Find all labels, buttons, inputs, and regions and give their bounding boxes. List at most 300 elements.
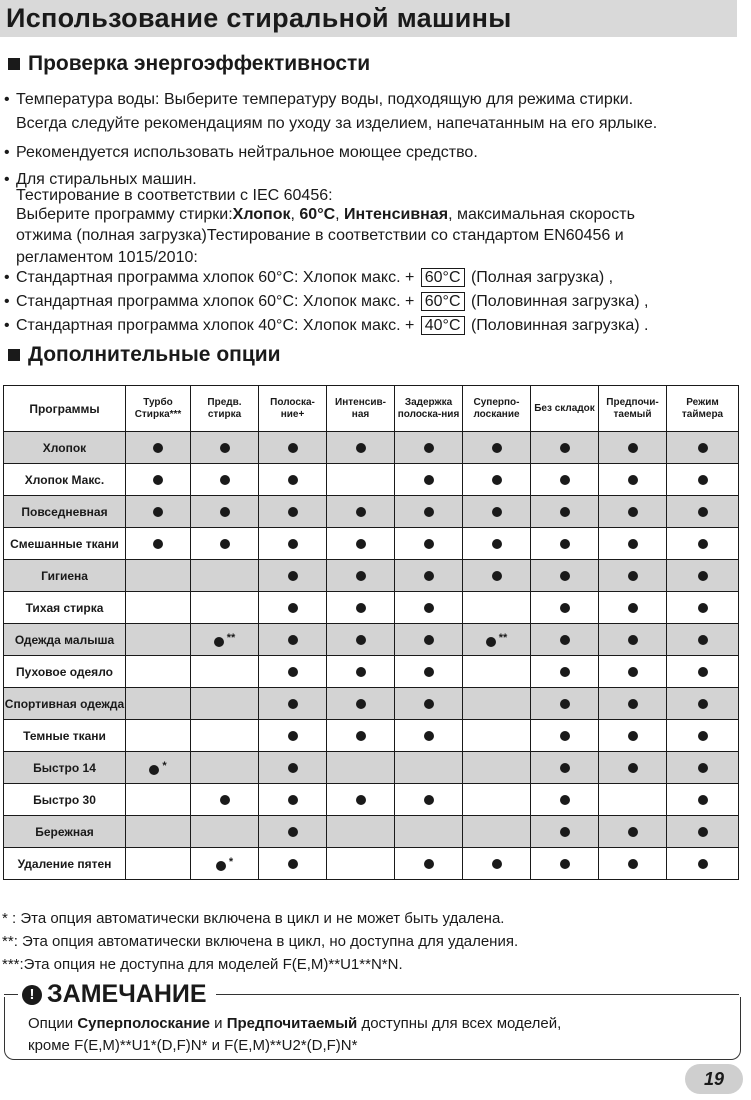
column-header: Суперпо-лоскание	[463, 386, 531, 432]
option-cell	[599, 560, 667, 592]
footnote-mark: *	[162, 759, 167, 772]
dot-icon	[628, 699, 638, 709]
option-cell	[126, 624, 191, 656]
option-cell	[599, 784, 667, 816]
dot-icon	[288, 571, 298, 581]
option-cell	[667, 688, 739, 720]
testing-line: Тестирование в соответствии с IEC 60456:	[16, 187, 333, 204]
option-cell	[259, 688, 327, 720]
option-cell	[599, 656, 667, 688]
dot-icon	[424, 539, 434, 549]
option-cell	[259, 432, 327, 464]
option-cell	[126, 560, 191, 592]
standard-program-item: • Стандартная программа хлопок 40°C: Хлопок макс. + 40°C (Половинная загрузка) .	[4, 314, 744, 338]
bullet-detergent	[4, 141, 744, 165]
dot-icon	[288, 699, 298, 709]
option-cell	[667, 496, 739, 528]
bullet-icon: •	[4, 171, 10, 188]
dot-icon	[149, 765, 159, 775]
standard-program-item: • Стандартная программа хлопок 60°C: Хлопок макс. + 60°C (Полная загрузка) ,	[4, 266, 744, 290]
dot-icon	[216, 861, 226, 871]
footnote: * : Эта опция автоматически включена в цикл и не может быть удалена.	[2, 910, 505, 927]
dot-icon	[424, 507, 434, 517]
program-name-cell: Тихая стирка	[4, 592, 126, 624]
table-row	[4, 432, 739, 464]
option-cell	[395, 624, 463, 656]
footnote-mark: *	[228, 855, 234, 868]
note-border	[4, 994, 18, 995]
option-cell	[191, 624, 259, 656]
column-header: Турбо Стирка***	[126, 386, 191, 432]
dot-icon	[424, 603, 434, 613]
option-cell	[327, 432, 395, 464]
option-cell	[667, 784, 739, 816]
option-cell	[327, 688, 395, 720]
table-row	[4, 464, 739, 496]
table-row	[4, 688, 739, 720]
option-cell	[395, 720, 463, 752]
option-cell	[191, 688, 259, 720]
dot-icon	[356, 507, 366, 517]
dot-icon	[698, 795, 708, 805]
option-cell	[667, 560, 739, 592]
standard-program-item: • Стандартная программа хлопок 60°C: Хлопок макс. + 60°C (Половинная загрузка) ,	[4, 290, 744, 314]
square-bullet-icon	[8, 58, 20, 70]
option-cell	[327, 464, 395, 496]
bullet-icon: •	[4, 317, 10, 334]
dot-icon	[424, 699, 434, 709]
dot-icon	[698, 827, 708, 837]
table-row	[4, 720, 739, 752]
option-cell	[126, 432, 191, 464]
dot-icon	[628, 475, 638, 485]
option-cell	[599, 848, 667, 880]
testing-line: регламентом 1015/2010:	[16, 249, 198, 266]
option-cell	[395, 592, 463, 624]
option-cell	[126, 784, 191, 816]
program-name-cell: Быстро 14	[4, 752, 126, 784]
option-cell	[599, 496, 667, 528]
table-row	[4, 752, 739, 784]
option-cell	[395, 560, 463, 592]
option-cell	[599, 624, 667, 656]
dot-icon	[288, 507, 298, 517]
dot-icon	[288, 475, 298, 485]
dot-icon	[698, 475, 708, 485]
option-cell	[463, 624, 531, 656]
option-cell	[395, 496, 463, 528]
dot-icon	[628, 507, 638, 517]
dot-icon	[220, 443, 230, 453]
option-cell	[395, 784, 463, 816]
option-cell	[531, 496, 599, 528]
dot-icon	[424, 475, 434, 485]
option-cell	[599, 816, 667, 848]
option-cell	[327, 624, 395, 656]
dot-icon	[628, 571, 638, 581]
dot-icon	[560, 827, 570, 837]
option-cell	[599, 752, 667, 784]
option-cell	[667, 528, 739, 560]
option-cell	[463, 720, 531, 752]
program-name-cell: Гигиена	[4, 560, 126, 592]
temp-box: 60°C	[421, 268, 465, 287]
option-cell	[191, 432, 259, 464]
option-cell	[126, 464, 191, 496]
option-cell	[327, 496, 395, 528]
footnote-mark: **	[226, 631, 236, 644]
column-header: Режим таймера	[667, 386, 739, 432]
bullet-icon: •	[4, 144, 10, 161]
dot-icon	[698, 443, 708, 453]
option-cell	[395, 464, 463, 496]
footnote: ***:Эта опция не доступна для моделей F(E,M)**U1**N*N.	[2, 956, 403, 973]
option-cell	[395, 528, 463, 560]
dot-icon	[288, 667, 298, 677]
dot-icon	[628, 635, 638, 645]
option-cell	[126, 816, 191, 848]
column-header: Без складок	[531, 386, 599, 432]
dot-icon	[486, 637, 496, 647]
table-row	[4, 848, 739, 880]
dot-icon	[356, 443, 366, 453]
section-heading-energy	[8, 52, 370, 76]
bullet-text: Температура воды: Выберите температуру воды, подходящую для режима стирки.	[16, 91, 634, 108]
dot-icon	[492, 539, 502, 549]
dot-icon	[698, 539, 708, 549]
dot-icon	[698, 859, 708, 869]
section-heading-options	[8, 343, 281, 367]
dot-icon	[560, 731, 570, 741]
temp-box: 60°C	[421, 292, 465, 311]
option-cell	[191, 528, 259, 560]
option-cell	[126, 688, 191, 720]
dot-icon	[153, 443, 163, 453]
dot-icon	[698, 571, 708, 581]
option-cell	[327, 784, 395, 816]
testing-line: Для стиральных машин.	[16, 171, 197, 188]
option-cell	[259, 464, 327, 496]
dot-icon	[560, 635, 570, 645]
dot-icon	[698, 699, 708, 709]
dot-icon	[288, 827, 298, 837]
option-cell	[327, 592, 395, 624]
option-cell	[191, 848, 259, 880]
table-row	[4, 784, 739, 816]
option-cell	[126, 848, 191, 880]
section-heading-text: Дополнительные опции	[28, 343, 281, 366]
option-cell	[531, 528, 599, 560]
option-cell	[531, 848, 599, 880]
dot-icon	[628, 539, 638, 549]
title-bar	[0, 0, 737, 37]
dot-icon	[424, 859, 434, 869]
program-name: Интенсивная	[344, 206, 449, 223]
dot-icon	[560, 507, 570, 517]
option-cell	[259, 592, 327, 624]
dot-icon	[288, 635, 298, 645]
option-cell	[463, 496, 531, 528]
dot-icon	[288, 731, 298, 741]
program-name-cell: Повседневная	[4, 496, 126, 528]
option-cell	[463, 784, 531, 816]
option-cell	[531, 656, 599, 688]
dot-icon	[356, 539, 366, 549]
dot-icon	[288, 603, 298, 613]
option-cell	[191, 784, 259, 816]
option-cell	[463, 688, 531, 720]
dot-icon	[560, 571, 570, 581]
option-cell	[327, 560, 395, 592]
option-cell	[667, 464, 739, 496]
program-name-cell: Смешанные ткани	[4, 528, 126, 560]
square-bullet-icon	[8, 349, 20, 361]
program-name-cell: Хлопок Макс.	[4, 464, 126, 496]
option-cell	[126, 752, 191, 784]
page-number: 19	[685, 1064, 743, 1094]
option-cell	[395, 848, 463, 880]
dot-icon	[424, 443, 434, 453]
option-cell	[395, 688, 463, 720]
testing-line: отжима (полная загрузка)Тестирование в соответствии со стандартом EN60456 и	[16, 227, 624, 244]
bullet-water-temp	[4, 88, 744, 136]
table-row	[4, 592, 739, 624]
note-border	[216, 994, 739, 995]
dot-icon	[356, 667, 366, 677]
dot-icon	[424, 795, 434, 805]
dot-icon	[153, 539, 163, 549]
dot-icon	[698, 507, 708, 517]
option-cell	[191, 464, 259, 496]
option-cell	[667, 720, 739, 752]
page-title: Использование стиральной машины	[6, 3, 512, 33]
column-header: Программы	[4, 386, 126, 432]
footnote: **: Эта опция автоматически включена в цикл, но доступна для удаления.	[2, 933, 519, 950]
dot-icon	[560, 603, 570, 613]
dot-icon	[220, 539, 230, 549]
dot-icon	[628, 827, 638, 837]
option-cell	[259, 816, 327, 848]
option-cell	[327, 528, 395, 560]
dot-icon	[288, 443, 298, 453]
option-cell	[395, 816, 463, 848]
option-cell	[531, 592, 599, 624]
dot-icon	[628, 763, 638, 773]
option-cell	[463, 816, 531, 848]
option-cell	[531, 432, 599, 464]
exclamation-icon: !	[22, 985, 42, 1005]
option-cell	[667, 752, 739, 784]
option-cell	[191, 592, 259, 624]
option-cell	[531, 784, 599, 816]
dot-icon	[560, 443, 570, 453]
dot-icon	[698, 667, 708, 677]
dot-icon	[220, 507, 230, 517]
note-text: Опции Суперполоскание и Предпочитаемый доступны для всех моделей, кроме F(E,M)**U1*(D,F)N* и F(E,M)**U2*(D,F)N*	[28, 1015, 562, 1054]
dot-icon	[288, 539, 298, 549]
dot-icon	[698, 763, 708, 773]
dot-icon	[356, 731, 366, 741]
option-cell	[259, 656, 327, 688]
program-name-cell: Бережная	[4, 816, 126, 848]
dot-icon	[560, 667, 570, 677]
option-cell	[463, 848, 531, 880]
option-cell	[531, 720, 599, 752]
table-row	[4, 528, 739, 560]
dot-icon	[153, 507, 163, 517]
dot-icon	[698, 731, 708, 741]
option-cell	[463, 752, 531, 784]
testing-block	[4, 172, 744, 269]
option-cell	[126, 528, 191, 560]
option-cell	[395, 432, 463, 464]
dot-icon	[628, 731, 638, 741]
option-cell	[463, 560, 531, 592]
dot-icon	[698, 603, 708, 613]
column-header: Полоска-ние+	[259, 386, 327, 432]
option-cell	[126, 592, 191, 624]
option-cell	[259, 848, 327, 880]
option-cell	[599, 528, 667, 560]
column-header: Интенсив-ная	[327, 386, 395, 432]
option-cell	[191, 560, 259, 592]
table-row	[4, 816, 739, 848]
option-cell	[191, 656, 259, 688]
option-cell	[126, 656, 191, 688]
option-cell	[463, 464, 531, 496]
option-cell	[531, 816, 599, 848]
option-cell	[327, 752, 395, 784]
dot-icon	[628, 859, 638, 869]
dot-icon	[560, 475, 570, 485]
option-cell	[463, 432, 531, 464]
option-cell	[531, 560, 599, 592]
option-cell	[126, 496, 191, 528]
program-temp: 60°C	[299, 206, 336, 223]
option-cell	[531, 752, 599, 784]
option-cell	[259, 528, 327, 560]
program-name-cell: Удаление пятен	[4, 848, 126, 880]
dot-icon	[698, 635, 708, 645]
program-name-cell: Одежда малыша	[4, 624, 126, 656]
option-cell	[531, 464, 599, 496]
option-cell	[667, 848, 739, 880]
option-cell	[395, 752, 463, 784]
option-cell	[191, 816, 259, 848]
option-cell	[191, 720, 259, 752]
dot-icon	[492, 859, 502, 869]
option-cell	[327, 848, 395, 880]
dot-icon	[560, 699, 570, 709]
option-cell	[259, 720, 327, 752]
program-name: Хлопок	[232, 206, 291, 223]
dot-icon	[220, 795, 230, 805]
option-cell	[327, 816, 395, 848]
dot-icon	[220, 475, 230, 485]
note-heading	[18, 980, 211, 1009]
dot-icon	[492, 443, 502, 453]
dot-icon	[288, 763, 298, 773]
program-name-cell: Быстро 30	[4, 784, 126, 816]
option-cell	[259, 496, 327, 528]
dot-icon	[424, 571, 434, 581]
dot-icon	[492, 507, 502, 517]
dot-icon	[356, 795, 366, 805]
option-cell	[463, 656, 531, 688]
dot-icon	[356, 571, 366, 581]
table-row	[4, 624, 739, 656]
temp-box: 40°C	[421, 316, 465, 335]
bullet-text: Всегда следуйте рекомендациям по уходу за изделием, напечатанным на его ярлыке.	[16, 115, 658, 132]
bullet-text: Рекомендуется использовать нейтральное моющее средство.	[16, 144, 478, 161]
dot-icon	[356, 699, 366, 709]
option-cell	[667, 656, 739, 688]
program-name-cell: Темные ткани	[4, 720, 126, 752]
program-name-cell: Хлопок	[4, 432, 126, 464]
option-cell	[259, 752, 327, 784]
testing-line: Выберите программу стирки:Хлопок, 60°C, Интенсивная, максимальная скорость	[16, 206, 635, 223]
option-cell	[259, 784, 327, 816]
option-cell	[667, 624, 739, 656]
bullet-icon: •	[4, 91, 10, 108]
option-cell	[191, 752, 259, 784]
note-heading-text: ЗАМЕЧАНИЕ	[47, 980, 207, 1008]
option-cell	[259, 560, 327, 592]
option-cell	[327, 656, 395, 688]
option-cell	[463, 592, 531, 624]
table-row	[4, 496, 739, 528]
dot-icon	[560, 539, 570, 549]
option-cell	[259, 624, 327, 656]
column-header: Предпочи-таемый	[599, 386, 667, 432]
dot-icon	[628, 443, 638, 453]
option-cell	[667, 432, 739, 464]
dot-icon	[288, 859, 298, 869]
standard-programs-list	[4, 266, 744, 338]
section-heading-text: Проверка энергоэффективности	[28, 52, 371, 75]
dot-icon	[628, 667, 638, 677]
option-cell	[531, 624, 599, 656]
column-header: Предв. стирка	[191, 386, 259, 432]
option-cell	[667, 816, 739, 848]
dot-icon	[628, 603, 638, 613]
option-cell	[599, 464, 667, 496]
dot-icon	[492, 571, 502, 581]
dot-icon	[356, 603, 366, 613]
option-cell	[599, 720, 667, 752]
dot-icon	[560, 763, 570, 773]
dot-icon	[560, 859, 570, 869]
dot-icon	[424, 635, 434, 645]
option-cell	[599, 592, 667, 624]
dot-icon	[356, 635, 366, 645]
option-cell	[395, 656, 463, 688]
option-cell	[126, 720, 191, 752]
table-row	[4, 656, 739, 688]
option-cell	[667, 592, 739, 624]
dot-icon	[153, 475, 163, 485]
bullet-icon: •	[4, 269, 10, 286]
program-name-cell: Пуховое одеяло	[4, 656, 126, 688]
option-cell	[599, 432, 667, 464]
dot-icon	[492, 475, 502, 485]
option-cell	[531, 688, 599, 720]
dot-icon	[560, 795, 570, 805]
dot-icon	[214, 637, 224, 647]
option-cell	[463, 528, 531, 560]
footnote-mark: **	[498, 631, 508, 644]
dot-icon	[424, 731, 434, 741]
